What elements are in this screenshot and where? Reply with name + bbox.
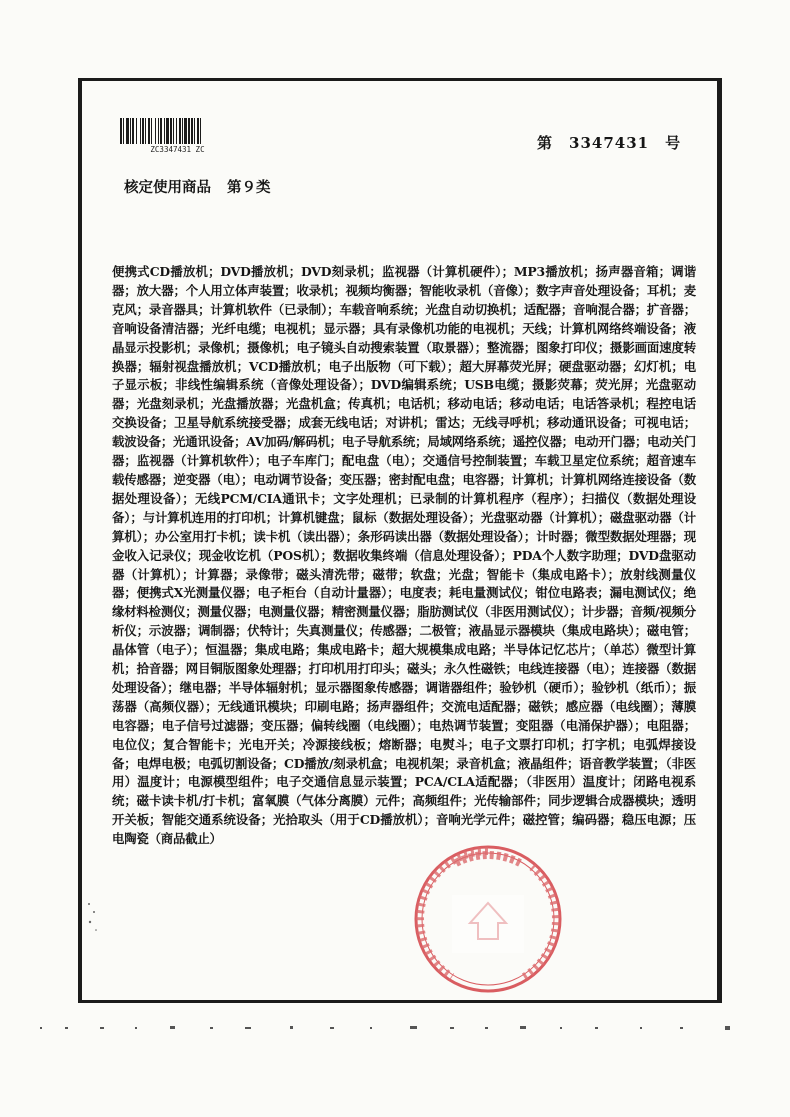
barcode-bar — [188, 118, 190, 144]
goods-list-paragraph: 便携式CD播放机；DVD播放机；DVD刻录机；监视器（计算机硬件）；MP3播放机；扬声器音箱；调谐器；放大器；个人用立体声装置；收录机；视频均衡器；智能收录机（音像）；数字声音处理设备；耳机；麦克风；录音器具；计算机软件（已录制）；车载音响系统；光盘自动切换机；适配器；音响混合器；扩音器；音响设备清洁器；光纤电缆；电视机；显示器；具有录像机功能的电视机；天线；计算机网络终端设备；液晶显示投影机；录像机；摄像机；电子镜头自动搜索装置（取景器）；整流器；图象打印仪；摄影画面速度转换器；辐射视盘播放机；VCD播放机；电子出版物（可下载）；超大屏幕荧光屏；硬盘驱动器；幻灯机；电子显示板；非线性编辑系统（音像处理设备）；DVD编辑系统；USB电缆；摄影荧幕；荧光屏；光盘驱动器；光盘刻录机；光盘播放器；光盘机盒；传真机；电话机；移动电话；移动电话；电话答录机；程控电话交换设备；卫星导航系统接受器；成套无线电话；对讲机；雷达；无线寻呼机；移动通讯设备；可视电话；载波设备；光通讯设备；AV加码/解码机；电子导航系统；局域网络系统；遥控仪器；电动开门器；电动关门器；监视器（计算机软件）；电子车库门；配电盘（电）；交通信号控制装置；车载卫星定位系统；超音速车载传感器；逆变器（电）；电动调节设备；变压器；密封配电盘；电容器；计算机；计算机网络连接设备（数据处理设备）；无线PCM/CIA通讯卡；文字处理机；已录制的计算机程序（程序）；扫描仪（数据处理设备）；与计算机连用的打印机；计算机键盘；鼠标（数据处理设备）；光盘驱动器（计算机）；磁盘驱动器（计算机）；办公室用打卡机；读卡机（读出器）；条形码读出器（数据处理设备）；计时器；微型数据处理器；现金收入记录仪；现金收讫机（POS机）；数据收集终端（信息处理设备）；PDA个人数字助理；DVD盘驱动器（计算机）；计算器；录像带；磁头清洗带；磁带；软盘；光盘；智能卡（集成电路卡）；放射线测量仪器；便携式X光测量仪器；电子柜台（自动计量器）；电度表；耗电量测试仪；钳位电路表；漏电测试仪；绝缘材料检测仪；测量仪器；电测量仪器；精密测量仪器；脂肪测试仪（非医用测试仪）；计步器；音频/视频分析仪；示波器；调制器；伏特计；失真测量仪；传感器；二极管；液晶显示器模块（集成电路块）；磁电管；晶体管（电子）；恒温器；集成电路；集成电路卡；超大规模集成电路；半导体记忆芯片；（单芯）微型计算机；拾音器；网目铜版图象处理器；打印机用打印头；磁头；永久性磁铁；电线连接器（电）；连接器（数据处理设备）；继电器；半导体辐射机；显示器图象传感器；调谐器组件；验钞机（硬币）；验钞机（纸币）；振荡器（高频仪器）；无线通讯模块；印刷电路；扬声器组件；交流电适配器；磁铁；感应器（电线圈）；薄膜电容器；电子信号过滤器；变压器；偏转线圈（电线圈）；电热调节装置；变阻器（电涌保护器）；电阻器；电位仪；复合智能卡；光电开关；冷源接线板；熔断器；电熨斗；电子文票打印机；打字机；电弧焊接设备；电焊电极；电弧切割设备；CD播放/刻录机盒；电视机架；录音机盒；液晶组件；语音教学装置；（非医用）温度计；电源模型组件；电子交通信息显示装置；PCA/CLA适配器；（非医用）温度计；闭路电视系统；磁卡读卡机/打卡机；富氧膜（气体分离膜）元件；高频组件；光传输部件；同步逻辑合成器模块；透明开关板；智能交通系统设备；光拾取头（用于CD播放机）；音响光学元件；磁控管；编码器；稳压电源；压电陶瓷（商品截止） — [112, 264, 696, 847]
barcode-bar — [155, 118, 156, 144]
cert-suffix: 号 — [665, 134, 682, 152]
red-company-seal — [412, 843, 564, 995]
barcode-bar — [184, 118, 187, 144]
cert-prefix: 第 — [537, 134, 554, 152]
barcode-text: ZC3347431 ZC — [150, 145, 205, 154]
cert-number-value: 3347431 — [569, 134, 650, 152]
barcode-bar — [126, 118, 129, 144]
barcode-bar — [176, 118, 177, 144]
barcode-bar — [151, 118, 152, 144]
barcode-bar — [197, 118, 199, 144]
certificate-number — [537, 132, 681, 153]
barcode-bar — [179, 118, 181, 144]
barcode-bar — [173, 118, 174, 144]
barcode-bar — [142, 118, 144, 144]
barcode-bar — [158, 118, 159, 144]
approved-goods-label: 核定使用商品 — [124, 179, 211, 196]
barcode-bar — [145, 118, 146, 144]
barcode-bar — [164, 118, 165, 144]
barcode-bar — [130, 118, 131, 144]
left-margin-specks — [86, 900, 100, 940]
barcode-bar — [191, 118, 193, 144]
barcode-bar — [136, 118, 137, 144]
barcode-bar — [120, 118, 122, 144]
barcode-bar — [123, 118, 124, 144]
class-label: 第９类 — [227, 179, 271, 196]
barcode-bar — [148, 118, 150, 144]
barcode-bar — [182, 118, 183, 144]
barcode-graphic — [120, 118, 235, 144]
bottom-scan-artifacts — [40, 1023, 760, 1033]
barcode-bar — [140, 118, 141, 144]
barcode-bar — [200, 118, 201, 144]
goods-class-heading — [124, 176, 271, 197]
barcode-bar — [170, 118, 172, 144]
barcode-bar — [132, 118, 134, 144]
barcode-bar — [160, 118, 162, 144]
barcode — [120, 118, 235, 154]
barcode-bar — [166, 118, 169, 144]
barcode-bar — [194, 118, 195, 144]
